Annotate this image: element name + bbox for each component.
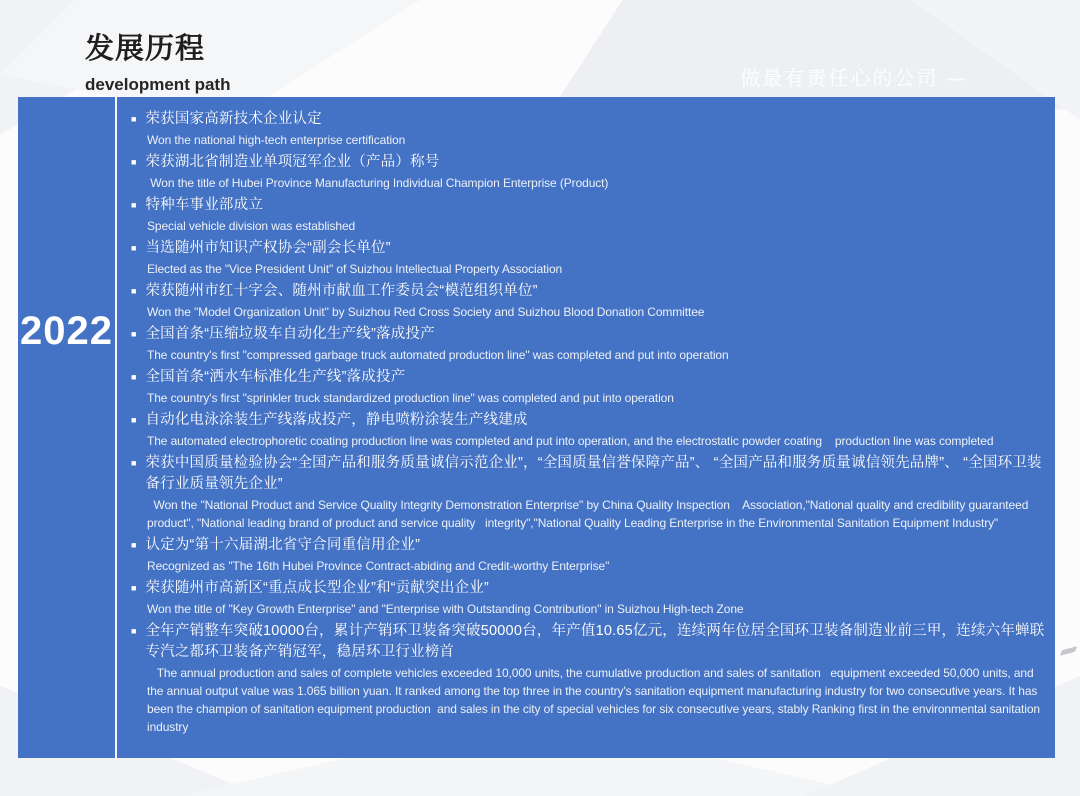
timeline-item <box>129 367 1045 407</box>
timeline-item-text-zh: 全年产销整车突破10000台，累计产销环卫装备突破50000台，年产值10.65亿元，连续两年位居全国环卫装备制造业前三甲，连续六年蝉联专汽之都环卫装备产销冠军，稳居环卫行业榜首 <box>145 623 1045 660</box>
timeline-item-text-en: Won the title of Hubei Province Manufacturing Individual Champion Enterprise (Product) <box>147 176 609 190</box>
timeline-item-zh-row <box>129 281 1045 302</box>
timeline-item-text-zh: 全国首条“压缩垃圾车自动化生产线”落成投产 <box>145 326 435 342</box>
bullet-square-icon: ■ <box>131 157 137 167</box>
bullet-square-icon: ■ <box>131 329 137 339</box>
company-slogan-watermark: 做最有责任心的公司 — <box>740 68 968 90</box>
timeline-item-zh-row <box>129 152 1045 173</box>
timeline-item <box>129 410 1045 450</box>
bullet-square-icon: ■ <box>131 415 137 425</box>
timeline-item <box>129 535 1045 575</box>
timeline-item-text-zh: 当选随州市知识产权协会“副会长单位” <box>145 240 391 256</box>
timeline-item-text-en: The country's first "compressed garbage truck automated production line" was completed and put into operation <box>147 348 729 362</box>
page-subtitle: development path <box>85 75 231 94</box>
cursor-mark <box>1060 646 1077 656</box>
timeline-item <box>129 324 1045 364</box>
timeline-item-text-zh: 荣获随州市高新区“重点成长型企业”和“贡献突出企业” <box>145 580 489 596</box>
timeline-item-text-zh: 特种车事业部成立 <box>145 197 264 213</box>
timeline-item-text-zh: 荣获湖北省制造业单项冠军企业（产品）称号 <box>145 154 440 170</box>
timeline-year-column <box>18 97 115 758</box>
bullet-square-icon: ■ <box>131 372 137 382</box>
timeline-item <box>129 195 1045 235</box>
timeline-items <box>117 97 1055 758</box>
timeline-item-zh-row <box>129 324 1045 345</box>
timeline-item-zh-row <box>129 238 1045 259</box>
timeline-item-zh-row <box>129 195 1045 216</box>
timeline-item-text-zh: 自动化电泳涂装生产线落成投产，静电喷粉涂装生产线建成 <box>145 412 528 428</box>
timeline-item-text-en: Special vehicle division was established <box>147 219 356 233</box>
timeline-item-zh-row <box>129 367 1045 388</box>
timeline-item <box>129 453 1045 532</box>
bullet-square-icon: ■ <box>131 243 137 253</box>
timeline-item <box>129 238 1045 278</box>
bullet-square-icon: ■ <box>131 626 137 636</box>
bullet-square-icon: ■ <box>131 458 137 468</box>
timeline-item <box>129 281 1045 321</box>
timeline-panel <box>18 97 1055 758</box>
timeline-item-text-en: Won the "National Product and Service Quality Integrity Demonstration Enterprise" by China Quality Inspection Association,"National quality and credibility guaranteed product", "National leading brand of product and service quality integrity","National Quality Leading Enterprise in the Environmental Sanitation Equipment Industry" <box>147 498 1032 530</box>
timeline-item-text-zh: 认定为“第十六届湖北省守合同重信用企业” <box>145 537 421 553</box>
bullet-square-icon: ■ <box>131 286 137 296</box>
timeline-item-zh-row <box>129 109 1045 130</box>
timeline-item <box>129 109 1045 149</box>
timeline-item-text-en: The automated electrophoretic coating production line was completed and put into operation, and the electrostatic powder coating production line was completed <box>147 434 994 448</box>
timeline-item-text-zh: 全国首条“洒水车标准化生产线”落成投产 <box>145 369 406 385</box>
timeline-item-text-en: Recognized as "The 16th Hubei Province Contract-abiding and Credit-worthy Enterprise" <box>147 559 610 573</box>
timeline-item-text-en: The annual production and sales of complete vehicles exceeded 10,000 units, the cumulative production and sales of sanitation equipment exceeded 50,000 units, and the annual output value was 1.065 billion yuan. It ranked among the top three in the country's sanitation equipment manufacturing industry for two consecutive years. It has been the champion of sanitation equipment production and sales in the city of special vehicles for six consecutive years, stably Ranking first in the environmental sanitation industry <box>147 666 1044 734</box>
timeline-item-text-zh: 荣获中国质量检验协会“全国产品和服务质量诚信示范企业”，“全国质量信誉保障产品”、 “全国产品和服务质量诚信领先品牌”、 “全国环卫装备行业质量领先企业” <box>145 455 1042 492</box>
timeline-item-text-en: Elected as the "Vice President Unit" of Suizhou Intellectual Property Association <box>147 262 563 276</box>
timeline-item <box>129 152 1045 192</box>
timeline-item-text-en: The country's first "sprinkler truck standardized production line" was completed and put into operation <box>147 391 674 405</box>
timeline-item <box>129 578 1045 618</box>
timeline-item-zh-row <box>129 621 1045 663</box>
page-title: 发展历程 <box>85 33 206 65</box>
timeline-item-zh-row <box>129 578 1045 599</box>
bullet-square-icon: ■ <box>131 114 137 124</box>
timeline-item-zh-row <box>129 453 1045 495</box>
slide-header <box>85 26 230 95</box>
timeline-item <box>129 621 1045 736</box>
timeline-year-label: 2022 <box>20 309 113 353</box>
timeline-item-zh-row <box>129 410 1045 431</box>
timeline-item-text-en: Won the "Model Organization Unit" by Suizhou Red Cross Society and Suizhou Blood Donation Committee <box>147 305 705 319</box>
timeline-item-text-zh: 荣获随州市红十字会、随州市献血工作委员会“模范组织单位” <box>145 283 538 299</box>
bullet-square-icon: ■ <box>131 200 137 210</box>
timeline-item-zh-row <box>129 535 1045 556</box>
bullet-square-icon: ■ <box>131 583 137 593</box>
timeline-item-text-en: Won the national high-tech enterprise certification <box>147 133 406 147</box>
bullet-square-icon: ■ <box>131 540 137 550</box>
timeline-item-text-zh: 荣获国家高新技术企业认定 <box>145 111 322 127</box>
timeline-item-text-en: Won the title of "Key Growth Enterprise" and "Enterprise with Outstanding Contribution" in Suizhou High-tech Zone <box>147 602 744 616</box>
